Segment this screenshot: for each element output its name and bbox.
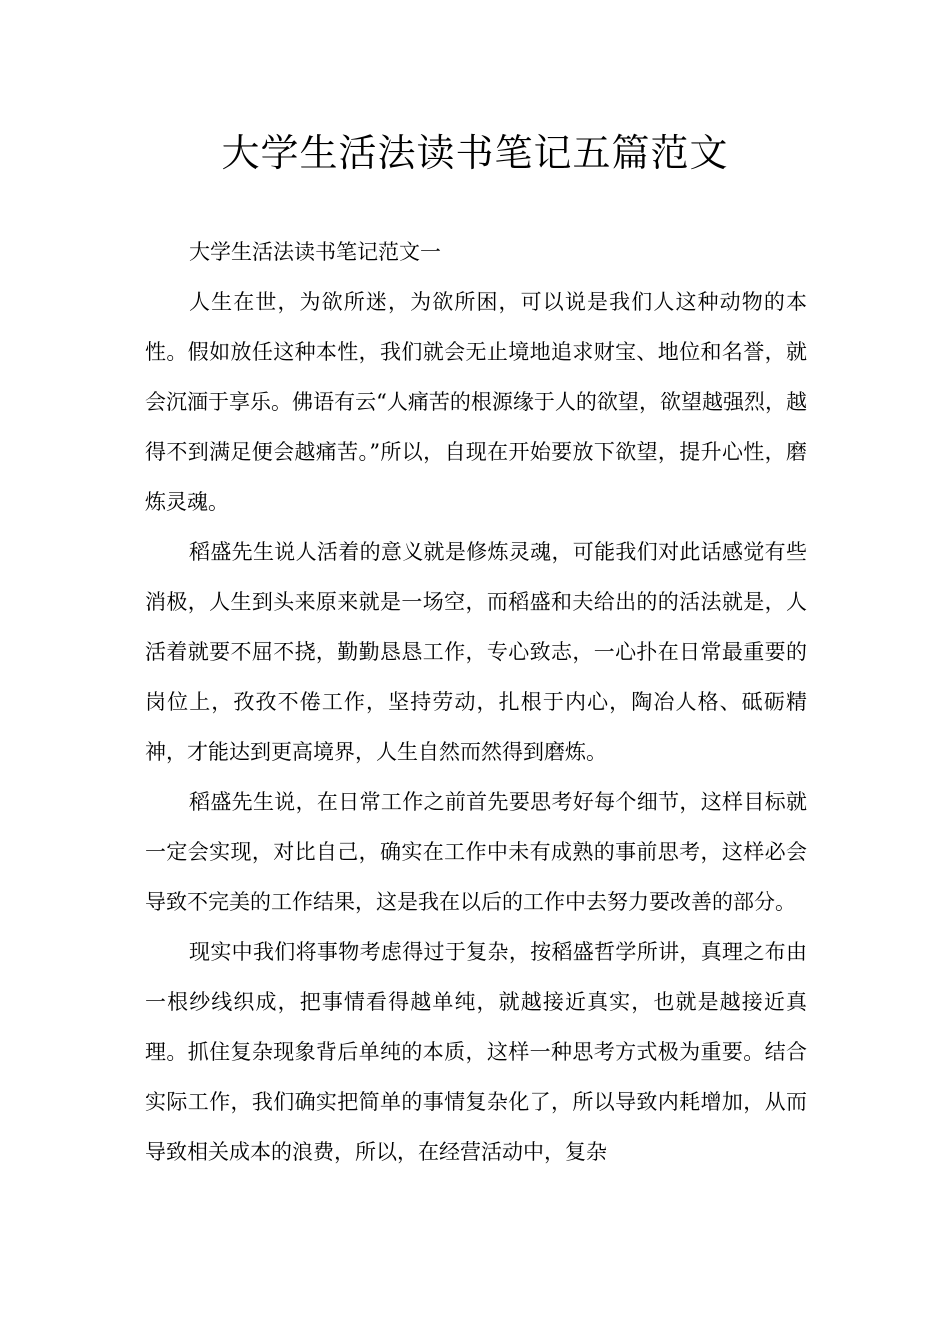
paragraph: 稻盛先生说人活着的意义就是修炼灵魂，可能我们对此话感觉有些消极，人生到头来原来就是一场空，而稻盛和夫给出的的活法就是，人活着就要不屈不挠，勤勤恳恳工作，专心致志，一心扑在日常最重要的岗位上，孜孜不倦工作，坚持劳动，扎根于内心，陶冶人格、砥砺精神，才能达到更高境界，人生自然而然得到磨炼。	[145, 540, 807, 764]
document-body	[145, 227, 807, 1177]
paragraph: 人生在世，为欲所迷，为欲所困，可以说是我们人这种动物的本性。假如放任这种本性，我们就会无止境地追求财宝、地位和名誉，就会沉湎于享乐。佛语有云“人痛苦的根源缘于人的欲望，欲望越强烈，越得不到满足便会越痛苦。”所以，自现在开始要放下欲望，提升心性，磨炼灵魂。	[145, 290, 807, 514]
section-heading: 大学生活法读书笔记范文一	[189, 240, 441, 264]
document-title: 大学生活法读书笔记五篇范文	[221, 131, 729, 175]
paragraph: 现实中我们将事物考虑得过于复杂，按稻盛哲学所讲，真理之布由一根纱线织成，把事情看得越单纯，就越接近真实，也就是越接近真理。抓住复杂现象背后单纯的本质，这样一种思考方式极为重要。结合实际工作，我们确实把简单的事情复杂化了，所以导致内耗增加，从而导致相关成本的浪费，所以，在经营活动中，复杂	[145, 940, 807, 1164]
paragraph: 稻盛先生说，在日常工作之前首先要思考好每个细节，这样目标就一定会实现，对比自己，确实在工作中未有成熟的事前思考，这样必会导致不完美的工作结果，这是我在以后的工作中去努力要改善的部分。	[145, 790, 807, 914]
